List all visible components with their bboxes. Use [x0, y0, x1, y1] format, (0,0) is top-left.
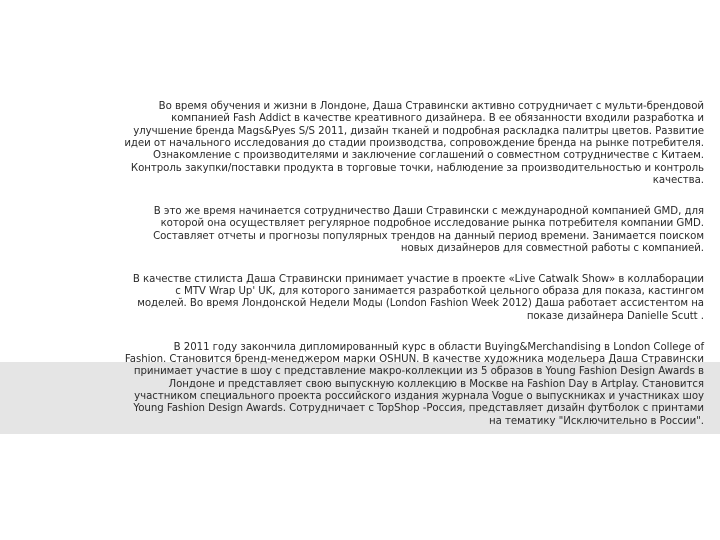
text-line: на тематику "Исключительно в России". [488, 415, 704, 427]
paragraph-gmd [124, 206, 704, 255]
text-line: Лондоне и представляет свою выпускную коллекцию в Москве на Fashion Day в Artplay. Становится [168, 378, 704, 390]
text-line: качества. [652, 175, 704, 187]
paragraph-stylist [124, 274, 704, 323]
text-line: Young Fashion Design Awards. Сотрудничает с TopShop -Россия, представляет дизайн футболок с принтами [133, 403, 704, 415]
text-line: Составляет отчеты и прогнозы популярных трендов на данный период времени. Занимается поиском [153, 230, 704, 242]
text-line: моделей. Во время Лондонской Недели Моды (London Fashion Week 2012) Даша работает ассистентом на [137, 298, 704, 310]
text-line: компанией Fash Addict в качестве креативного дизайнера. В ее обязанности входили разработка и [171, 113, 704, 125]
text-line: участником специального проекта российского издания журнала Vogue о выпускниках и участниках шоу [134, 391, 704, 403]
text-line: улучшение бренда Mags&Pyes S/S 2011, дизайн тканей и подробная раскладка палитры цветов. Развитие [133, 125, 704, 137]
text-line: В 2011 году закончила дипломированный курс в области Buying&Merchandising в London College of [173, 341, 704, 353]
text-line: В это же время начинается сотрудничество Даши Стравински с международной компанией GMD, для [153, 205, 704, 217]
text-line: идеи от начального исследования до стадии производства, сопровождение бренда на рынке потребителя. [124, 138, 704, 150]
text-line: показе дизайнера Danielle Scutt . [526, 310, 704, 322]
text-line: Ознакомление с производителями и заключение соглашений о совместном сотрудничестве с Китаем. [152, 150, 704, 162]
text-line: принимает участие в шоу с представление макро-коллекции из 5 образов в Young Fashion Design Awards в [133, 366, 704, 378]
text-line: В качестве стилиста Даша Стравински принимает участие в проекте «Live Catwalk Show» в коллаборации [132, 273, 704, 285]
text-line: с MTV Wrap Up' UK, для которого занимается разработкой цельного образа для показа, кастингом [175, 286, 704, 298]
text-line: которой она осуществляет регулярное подробное исследование рынка потребителя компании GMD. [160, 218, 704, 230]
paragraph-education [124, 342, 704, 428]
text-line: Fashion. Становится бренд-менеджером марки OSHUN. В качестве художника модельера Даша Стравински [124, 354, 704, 365]
text-line: Контроль закупки/поставки продукта в торговые точки, наблюдение за производительностью и контроль [130, 162, 704, 174]
text-line: новых дизайнеров для совместной работы с компанией. [400, 242, 704, 254]
text-line: Во время обучения и жизни в Лондоне, Даша Стравински активно сотрудничает с мульти-брендовой [158, 101, 704, 112]
paragraph-fash-addict [124, 101, 704, 187]
biography-text [124, 101, 704, 428]
